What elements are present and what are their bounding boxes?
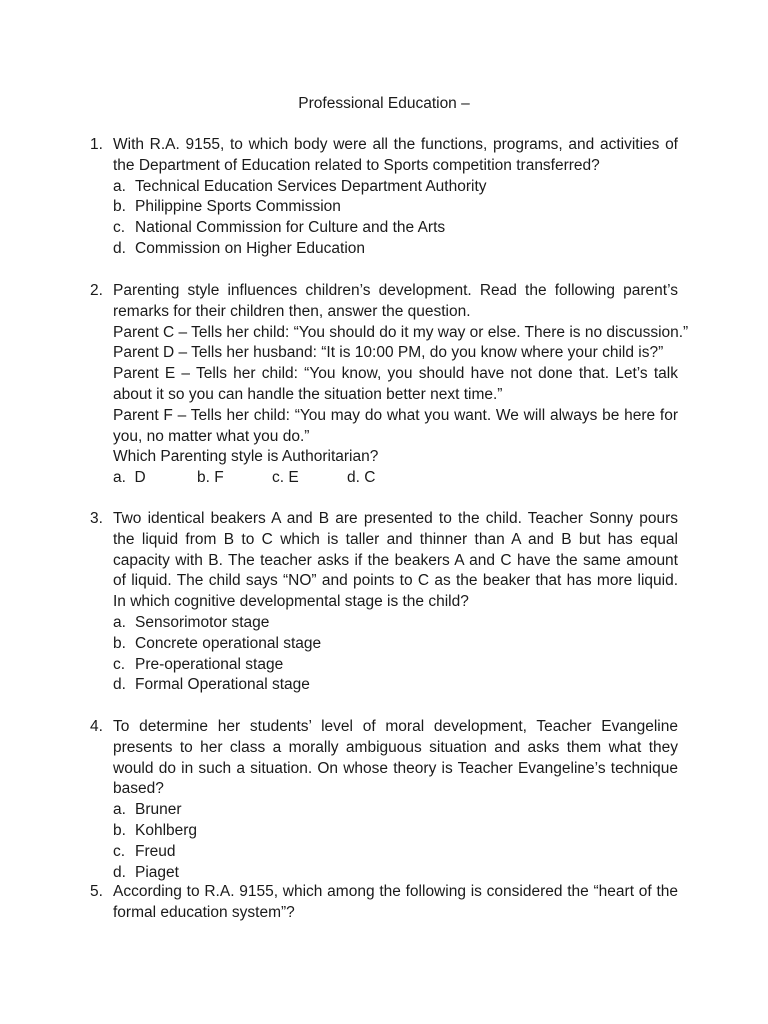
answer-option: c. E [272, 469, 299, 487]
parent-remark-e: Parent E – Tells her child: “You know, you should have not done that. Let’s talk about it so you can handle the situation better next time.” [113, 365, 678, 403]
option-letter: c. [113, 219, 126, 237]
option-letter: c. [113, 842, 126, 860]
question-4 [90, 717, 678, 883]
answer-option [113, 821, 678, 842]
question-number: 1. [90, 136, 103, 153]
option-text: Commission on Higher Education [135, 239, 366, 257]
answer-option: d. C [347, 469, 376, 487]
document-title: Professional Education – [298, 95, 470, 112]
option-letter: b. [113, 634, 126, 652]
question-text: To determine her students’ level of moral development, Teacher Evangeline presents to her class a morally ambiguous situation and asks them what they would do in such a situation. On whose theory is Teacher Evangeline’s technique based? [113, 718, 678, 798]
answer-option: a. D [113, 469, 146, 487]
option-letter: d. [113, 863, 126, 881]
option-text: Bruner [135, 801, 182, 819]
answer-option: b. F [197, 469, 224, 487]
question-2 [90, 281, 689, 489]
option-letter: d. [113, 676, 126, 694]
parent-remark-f: Parent F – Tells her child: “You may do what you want. We will always be here for you, no matter what you do.” [113, 406, 678, 445]
option-text: National Commission for Culture and the Arts [135, 219, 446, 237]
answer-option [113, 634, 678, 655]
answer-option [113, 218, 678, 239]
option-letter: d. [113, 239, 126, 257]
answer-option [113, 177, 678, 198]
inline-answer-options [113, 468, 678, 489]
answer-option [113, 842, 678, 863]
question-number: 4. [90, 718, 103, 735]
option-text: Sensorimotor stage [135, 613, 270, 631]
question-number: 5. [90, 883, 103, 900]
option-letter: a. [113, 613, 126, 631]
option-letter: a. [113, 801, 126, 819]
option-text: Freud [135, 842, 176, 860]
question-text: Parenting style influences children’s development. Read the following parent’s remarks for their children then, answer the question. [113, 282, 678, 320]
answer-option [113, 239, 678, 260]
option-text: Piaget [135, 863, 179, 881]
option-text: Formal Operational stage [135, 676, 310, 694]
answer-option [113, 197, 678, 218]
question-number: 3. [90, 510, 103, 527]
option-text: Kohlberg [135, 821, 198, 839]
question-text: Two identical beakers A and B are presented to the child. Teacher Sonny pours the liquid from B to C which is taller and thinner than A and B but has equal capacity with B. The teacher asks if the beakers A and C have the same amount of liquid. The child says “NO” and points to C as the beaker that has more liquid. In which cognitive developmental stage is the child? [113, 510, 678, 611]
option-text: Technical Education Services Department Authority [135, 177, 487, 195]
answer-option [113, 863, 678, 884]
parent-remark-c: Parent C – Tells her child: “You should do it my way or else. There is no discussion.” [113, 323, 689, 341]
answer-option [113, 655, 678, 676]
option-letter: b. [113, 198, 126, 216]
question-text: According to R.A. 9155, which among the following is considered the “heart of the formal education system”? [113, 883, 678, 921]
option-letter: b. [113, 821, 126, 839]
answer-option [113, 800, 678, 821]
question-3 [90, 509, 678, 696]
answer-option [113, 613, 678, 634]
question-5 [90, 882, 678, 924]
parent-remark-d: Parent D – Tells her husband: “It is 10:00 PM, do you know where your child is?” [113, 344, 664, 362]
question-text: With R.A. 9155, to which body were all the functions, programs, and activities of the Department of Education related to Sports competition transferred? [113, 136, 678, 174]
question-number: 2. [90, 282, 103, 299]
option-letter: c. [113, 655, 126, 673]
option-text: Pre-operational stage [135, 655, 284, 673]
option-text: Concrete operational stage [135, 634, 322, 652]
question-prompt: Which Parenting style is Authoritarian? [113, 448, 379, 466]
option-text: Philippine Sports Commission [135, 198, 341, 216]
question-1 [90, 135, 678, 260]
option-letter: a. [113, 177, 126, 195]
answer-option [113, 675, 678, 696]
